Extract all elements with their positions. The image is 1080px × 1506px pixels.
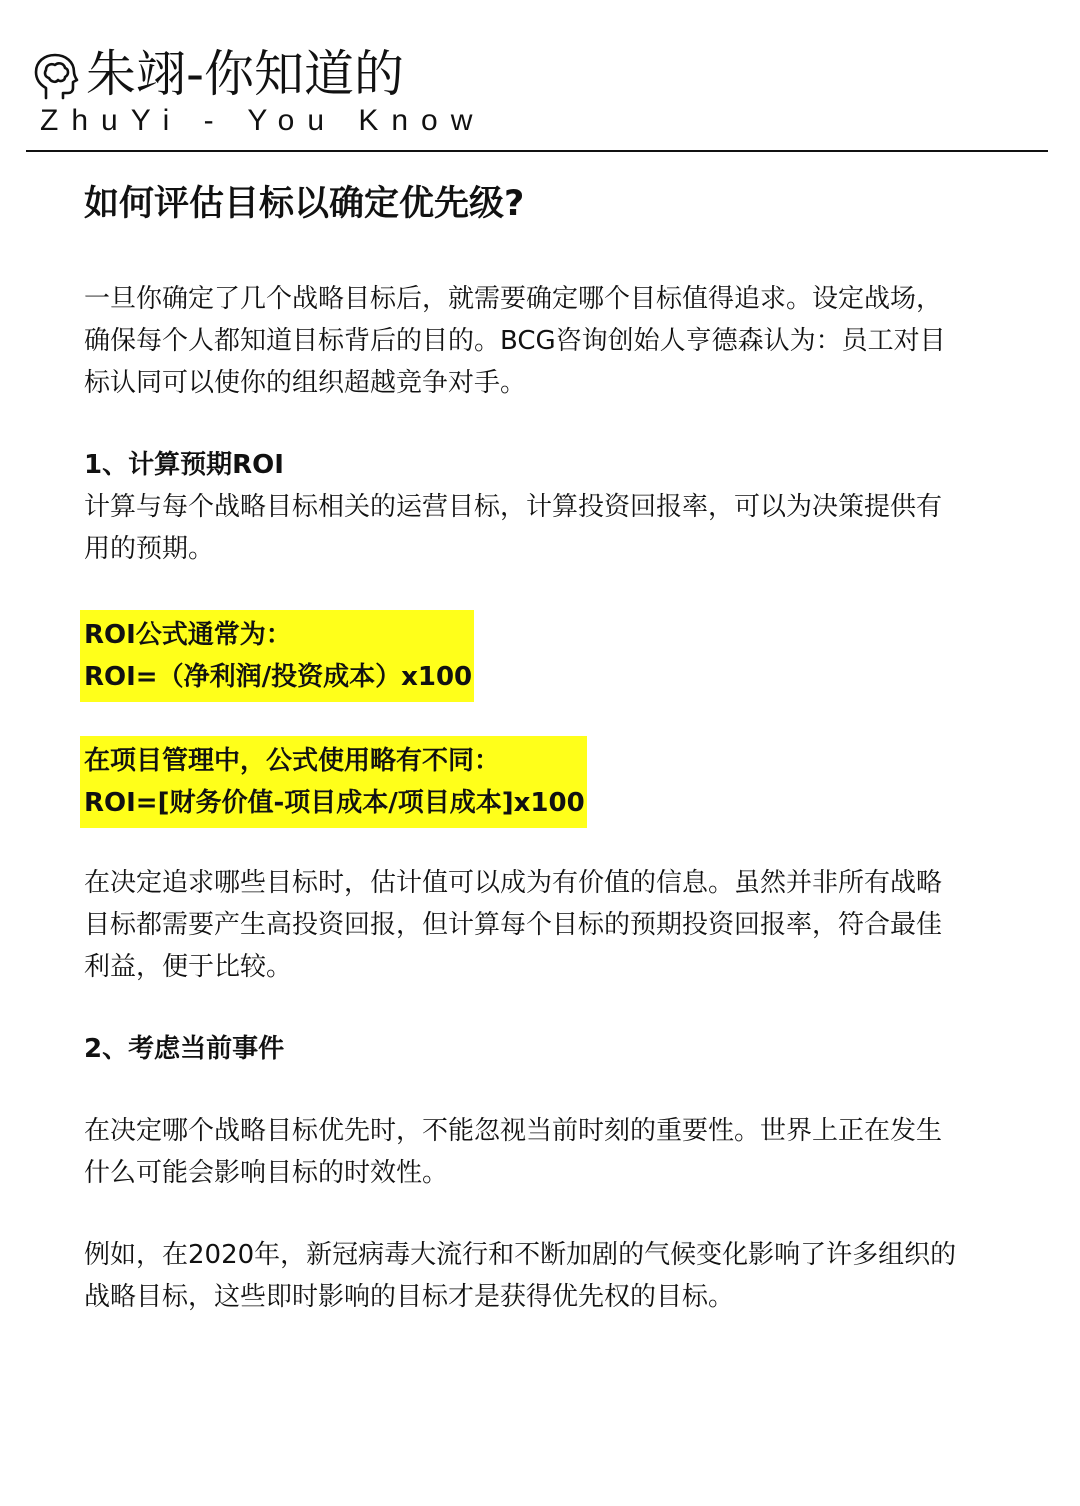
text-line: 确保每个人都知道目标背后的目的。BCG咨询创始人亨德森认为：员工对目 — [84, 326, 946, 356]
text-line: 在决定哪个战略目标优先时，不能忽视当前时刻的重要性。世界上正在发生 — [84, 1116, 943, 1146]
formula-line: ROI公式通常为： — [84, 620, 292, 650]
project-roi-formula-highlight — [80, 736, 587, 828]
text-line: 例如，在2020年，新冠病毒大流行和不断加剧的气候变化影响了许多组织的 — [84, 1240, 957, 1270]
text-line: 用的预期。 — [84, 534, 215, 564]
header-divider — [26, 150, 1048, 152]
head-brain-icon — [32, 52, 82, 102]
intro-paragraph — [84, 278, 1024, 404]
roi-formula-highlight — [80, 610, 474, 702]
text-line: 在决定追求哪些目标时，估计值可以成为有价值的信息。虽然并非所有战略 — [84, 868, 943, 898]
text-line: 标认同可以使你的组织超越竞争对手。 — [84, 368, 527, 398]
text-line: 一旦你确定了几个战略目标后，就需要确定哪个目标值得追求。设定战场， — [84, 284, 943, 314]
example-paragraph — [84, 1234, 1024, 1318]
section-heading-roi: 1、计算预期ROI — [84, 450, 284, 480]
text-line: 什么可能会影响目标的时效性。 — [84, 1158, 449, 1188]
text-line: 战略目标，这些即时影响的目标才是获得优先权的目标。 — [84, 1282, 735, 1312]
article-title: 如何评估目标以确定优先级? — [84, 184, 525, 224]
formula-line: 在项目管理中，公式使用略有不同： — [84, 746, 501, 776]
header — [0, 0, 1080, 152]
formula-line: ROI=（净利润/投资成本）x100 — [84, 662, 473, 692]
formula-line: ROI=[财务价值-项目成本/项目成本]x100 — [84, 788, 585, 818]
roi-conclusion-paragraph — [84, 862, 1024, 988]
section-heading-events: 2、考虑当前事件 — [84, 1034, 285, 1064]
article — [84, 178, 1024, 1318]
text-line: 目标都需要产生高投资回报，但计算每个目标的预期投资回报率，符合最佳 — [84, 910, 943, 940]
section2-paragraph — [84, 1110, 1024, 1194]
brand-subtitle: ZhuYi - You Know — [40, 104, 486, 137]
section1-paragraph — [84, 486, 1024, 570]
text-line: 利益，便于比较。 — [84, 952, 293, 982]
text-line: 计算与每个战略目标相关的运营目标，计算投资回报率，可以为决策提供有 — [84, 492, 943, 522]
brand-title: 朱翊-你知道的 — [86, 45, 405, 103]
